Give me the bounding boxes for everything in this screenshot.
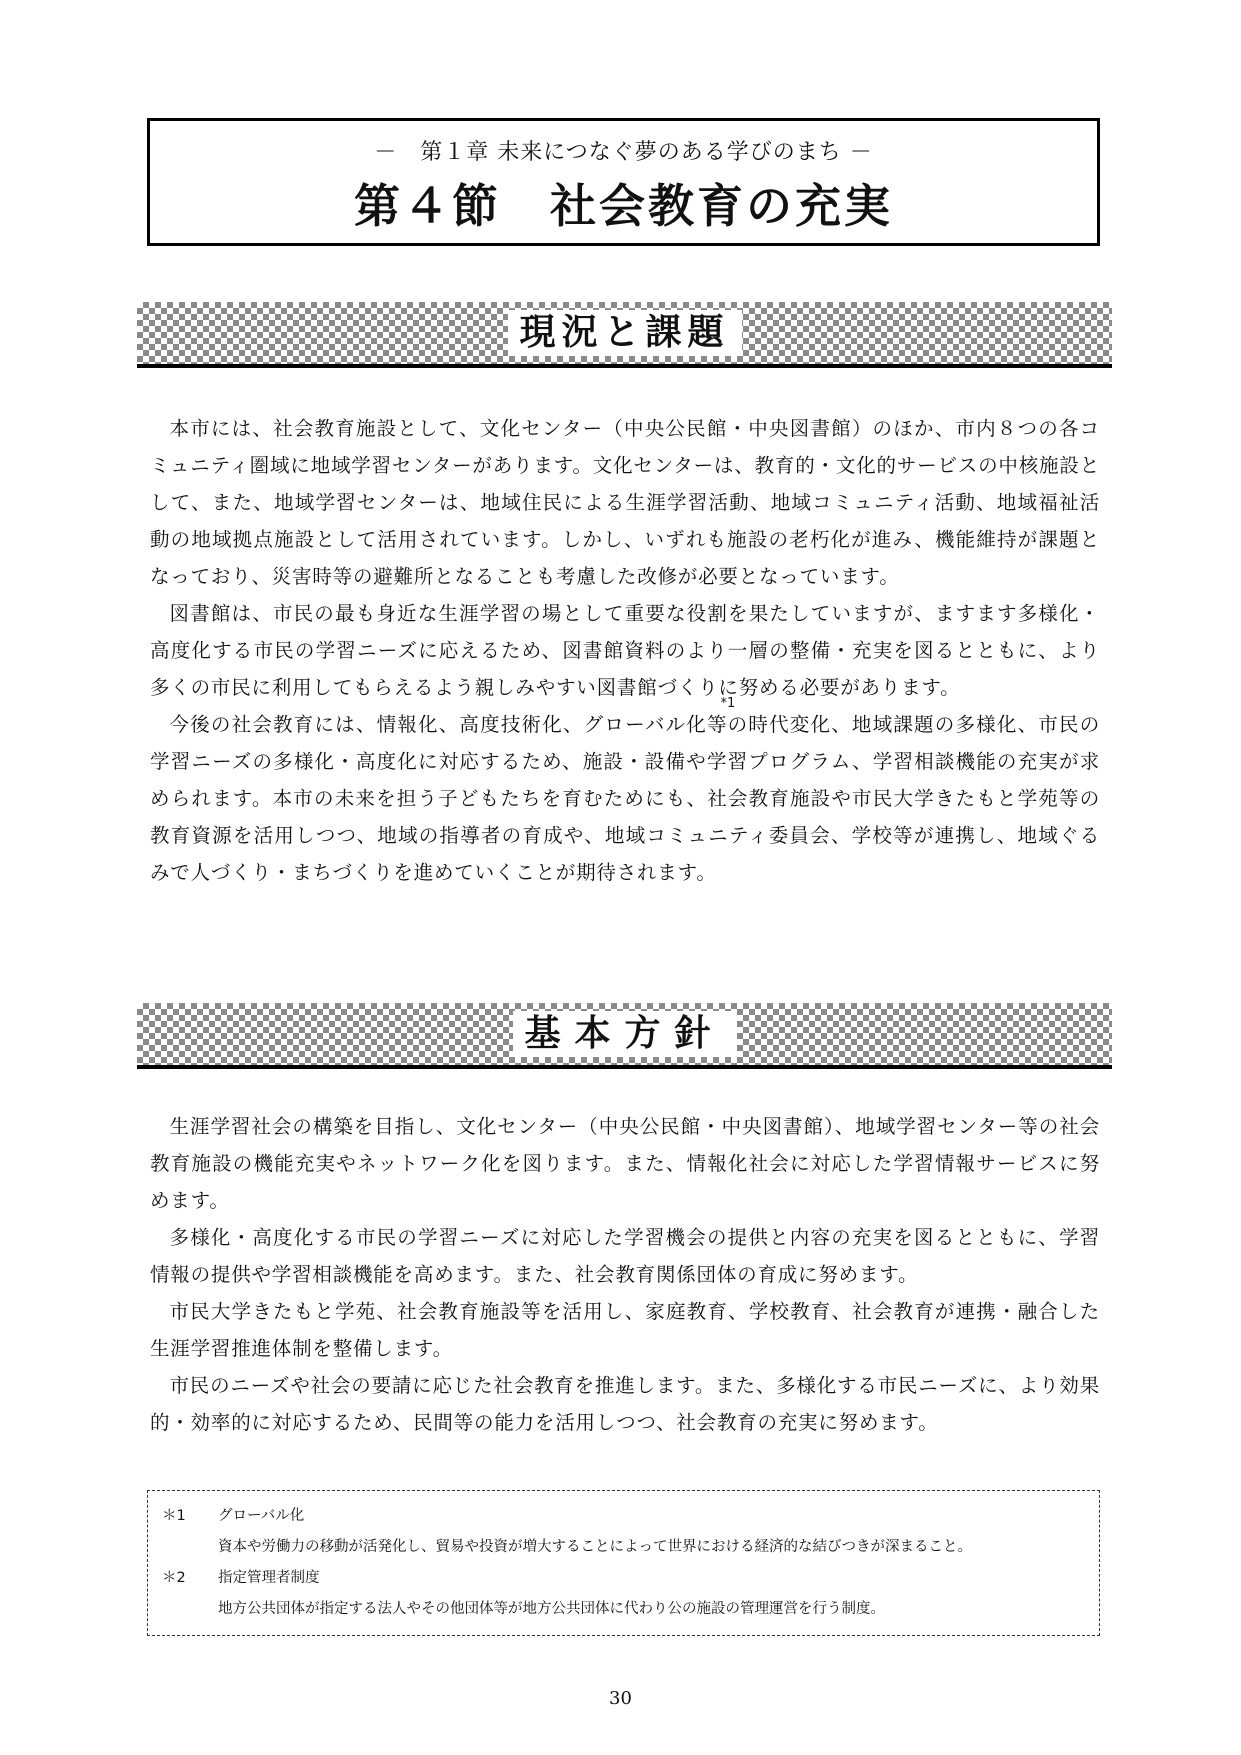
- paragraph: 本市には、社会教育施設として、文化センター（中央公民館・中央図書館）のほか、市内８つの各コミュニティ圏域に地域学習センターがあります。文化センターは、教育的・文化的サービスの中核施設として、また、地域学習センターは、地域住民による生涯学習活動、地域コミュニティ活動、地域福祉活動の地域拠点施設として活用されています。しかし、いずれも施設の老朽化が進み、機能維持が課題となっており、災害時等の避難所となることも考慮した改修が必要となっています。: [150, 417, 1100, 588]
- paragraph: 図書館は、市民の最も身近な生涯学習の場として重要な役割を果たしていますが、ますます多様化・高度化する市民の学習ニーズに応えるため、図書館資料のより一層の整備・充実を図るとともに、より多くの市民に利用してもらえるよう親しみやすい図書館づくりに努める必要があります。: [150, 602, 1100, 699]
- basic-policy-text: [150, 1108, 1100, 1441]
- footnote-item: [162, 1501, 1085, 1532]
- paragraph-segment: 等の時代変化、地域課題の多様化、市民の学習ニーズの多様化・高度化に対応するため、施設・設備や学習プログラム、学習相談機能の充実が求められます。本市の未来を担う子どもたちを育むためにも、社会教育施設や市民大学きたもと学苑等の教育資源を活用しつつ、地域の指導者の育成や、地域コミュニティ委員会、学校等が連携し、地域ぐるみで人づくり・まちづくりを進めていくことが期待されます。: [150, 713, 1101, 884]
- current-issues-text: [150, 410, 1100, 891]
- banner-basic-policy: [137, 1003, 1112, 1069]
- banner-heading-basic-policy: 基本方針: [512, 1011, 736, 1057]
- chapter-label: － 第１章 未来につなぐ夢のある学びのまち －: [374, 140, 873, 165]
- footnote-item: [162, 1563, 1085, 1594]
- paragraph: 生涯学習社会の構築を目指し、文化センター（中央公民館・中央図書館）、地域学習センター等の社会教育施設の機能充実やネットワーク化を図ります。また、情報化社会に対応した学習情報サービスに努めます。: [150, 1115, 1100, 1212]
- footnote-number: ＊2: [162, 1570, 186, 1586]
- chapter-title-box: [147, 118, 1100, 246]
- paragraph-segment: 今後の社会教育には、情報化、高度技術化、グローバル化: [169, 713, 707, 736]
- section-title: 第４節 社会教育の充実: [354, 179, 893, 233]
- paragraph: 市民大学きたもと学苑、社会教育施設等を活用し、家庭教育、学校教育、社会教育が連携・融合した生涯学習推進体制を整備します。: [150, 1300, 1100, 1360]
- paragraph: 市民のニーズや社会の要請に応じた社会教育を推進します。また、多様化する市民ニーズに、より効果的・効率的に対応するため、民間等の能力を活用しつつ、社会教育の充実に努めます。: [150, 1374, 1100, 1434]
- footnote-mark: *1: [720, 696, 736, 711]
- banner-heading-current-issues: 現況と課題: [507, 310, 741, 356]
- footnote-definition: 資本や労働力の移動が活発化し、貿易や投資が増大することによって世界における経済的な結びつきが深まること。: [218, 1539, 972, 1555]
- paragraph: 多様化・高度化する市民の学習ニーズに対応した学習機会の提供と内容の充実を図るとともに、学習情報の提供や学習相談機能を高めます。また、社会教育関係団体の育成に努めます。: [150, 1226, 1100, 1286]
- footnotes-box: [147, 1490, 1100, 1636]
- footnote-term: 指定管理者制度: [218, 1570, 320, 1586]
- footnote-definition: 地方公共団体が指定する法人やその他団体等が地方公共団体に代わり公の施設の管理運営を行う制度。: [218, 1601, 885, 1617]
- page-number: 30: [609, 1688, 632, 1709]
- footnote-term: グローバル化: [218, 1508, 305, 1524]
- footnote-number: ＊1: [162, 1508, 186, 1524]
- banner-current-issues: [137, 302, 1112, 368]
- paragraph: [150, 696, 1101, 891]
